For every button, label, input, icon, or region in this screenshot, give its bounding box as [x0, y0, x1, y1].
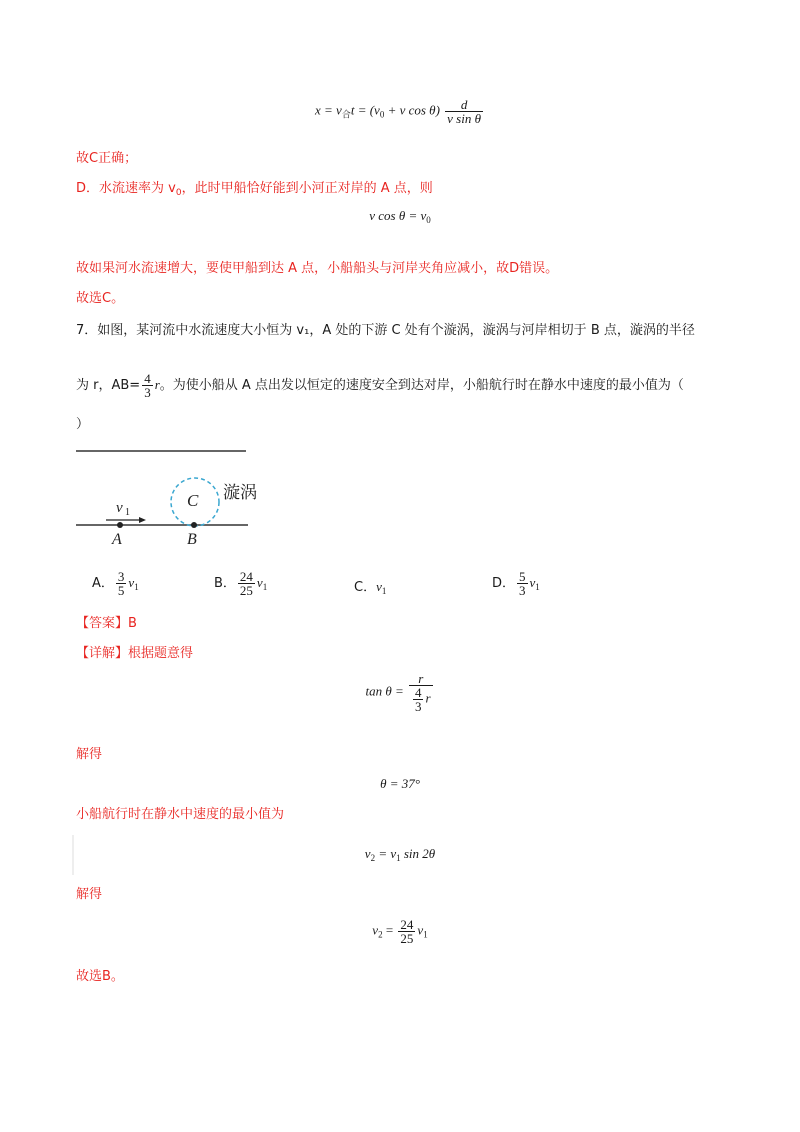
option-d-letter: D．: [492, 576, 516, 591]
formula-x-den: v sin θ: [447, 111, 481, 126]
ab-den: 3: [144, 385, 151, 400]
point-b-dot: [191, 522, 197, 528]
option-a-den: 5: [117, 583, 125, 598]
river-figure: [70, 440, 270, 550]
option-a-var: v: [128, 575, 135, 590]
formula-v2f-lhs: v: [372, 922, 379, 938]
formula-tan-den-num: 4: [414, 685, 422, 700]
ab-var: r: [154, 377, 160, 392]
option-b-den: 25: [239, 583, 253, 598]
formula-x-mid2: + v cos θ): [384, 102, 440, 118]
solve-1: 解得: [76, 747, 103, 762]
label-vortex: 漩涡: [223, 483, 257, 503]
detail-line: [76, 645, 193, 663]
option-d-num: 5: [519, 569, 526, 584]
line-d-prefix: D．水流速率为 v: [76, 181, 176, 196]
line-d: [76, 180, 433, 202]
label-v: v: [116, 500, 123, 516]
formula-tan-den-den: 3: [414, 699, 422, 714]
formula-x-sub: 合: [341, 109, 351, 120]
formula-vcos-text: v cos θ = v: [369, 208, 427, 223]
formula-v2-rhs: sin 2θ: [400, 846, 436, 861]
line-d-sub: 0: [175, 188, 182, 198]
formula-v2f-sub: 2: [378, 929, 383, 940]
formula-v2-sin: [0, 846, 800, 863]
line-d-suffix: ，此时甲船恰好能到小河正对岸的 A 点，则: [181, 181, 433, 196]
line-choose-c: 故选C。: [76, 291, 125, 306]
label-v-sub: 1: [125, 507, 130, 518]
answer-line: [76, 615, 137, 633]
formula-tan-fraction: [409, 672, 433, 713]
formula-v2f-den: 25: [400, 931, 414, 946]
formula-x-fraction: [445, 98, 483, 125]
question-line1: [76, 322, 695, 340]
answer-value: B: [128, 616, 137, 631]
option-d-var: v: [529, 575, 536, 590]
line-c-correct: 故C正确；: [76, 151, 138, 166]
min-speed-line: 小船航行时在静水中速度的最小值为: [76, 807, 285, 822]
formula-tan: [0, 672, 800, 713]
detail-label: 【详解】: [76, 646, 129, 661]
formula-v2-sub1: 1: [396, 853, 401, 863]
formula-x-sub0: 0: [379, 109, 385, 120]
option-c-letter: C．: [354, 580, 377, 595]
formula-x-mid: t = (v: [350, 102, 380, 118]
formula-v2-frac: [0, 918, 800, 945]
final-choice: 故选B。: [76, 969, 124, 984]
formula-x-lhs: x = v: [315, 102, 342, 118]
formula-v2f-num: 24: [400, 917, 414, 932]
option-d-fraction: [517, 570, 528, 597]
detail-intro: 根据题意得: [128, 646, 194, 661]
question-line2: [76, 372, 684, 399]
formula-v2-mid: = v: [375, 846, 397, 861]
label-c: C: [187, 491, 199, 510]
formula-tan-lhs: tan θ =: [365, 683, 404, 699]
option-d-den: 3: [519, 583, 526, 598]
option-c-var: v: [376, 579, 382, 594]
option-a-fraction: [116, 570, 127, 597]
line-d-conclusion: 故如果河水流速增大，要使甲船到达 A 点，小船船头与河岸夹角应减小，故D错误。: [76, 261, 559, 276]
option-c-sub: 1: [381, 586, 387, 596]
formula-theta: [0, 776, 800, 792]
v1-arrowhead: [139, 517, 146, 523]
question-text-2-suffix: 。为使小船从 A 点出发以恒定的速度安全到达对岸，小船航行时在静水中速度的最小值为（: [159, 378, 684, 393]
question-text-1: 如图，某河流中水流速度大小恒为 v₁，A 处的下游 C 处有个漩涡，漩涡与河岸相切于 B 点，漩涡的半径: [97, 323, 695, 338]
option-a[interactable]: [92, 570, 139, 597]
question-number: 7．: [76, 323, 98, 338]
option-a-letter: A．: [92, 576, 114, 591]
formula-tan-den-var: r: [425, 690, 431, 706]
ab-num: 4: [144, 371, 151, 386]
formula-tan-den: [409, 685, 433, 713]
formula-tan-num: r: [418, 671, 424, 686]
ab-fraction: [142, 372, 153, 399]
option-b-letter: B．: [214, 576, 236, 591]
formula-x-num: d: [460, 97, 468, 112]
option-a-sub: 1: [134, 582, 139, 592]
formula-v2f-sub1: 1: [423, 929, 428, 940]
option-c[interactable]: [354, 578, 386, 600]
formula-v2-lhs: v: [364, 846, 371, 861]
option-b[interactable]: [214, 570, 267, 597]
formula-x: [0, 98, 800, 125]
option-b-fraction: [238, 570, 255, 597]
option-d[interactable]: [492, 570, 540, 597]
formula-v2-sub: 2: [370, 853, 376, 863]
label-a: A: [112, 531, 122, 548]
question-line3: ）: [76, 417, 90, 432]
label-b: B: [187, 531, 197, 548]
formula-vcos-sub: 0: [426, 215, 431, 225]
option-b-var: v: [256, 575, 263, 590]
option-d-sub: 1: [535, 582, 540, 592]
formula-v2f-fraction: [398, 918, 415, 945]
solve-2: 解得: [76, 887, 103, 902]
point-a-dot: [117, 522, 123, 528]
formula-theta-text: θ = 37°: [380, 776, 420, 791]
question-text-2-prefix: 为 r，AB=: [76, 378, 141, 393]
option-b-sub: 1: [262, 582, 268, 592]
formula-v2f-var: v: [417, 922, 424, 938]
formula-vcos: [0, 208, 800, 225]
option-a-num: 3: [117, 569, 125, 584]
formula-v2f-eq: =: [382, 922, 394, 938]
answer-label: 【答案】: [76, 616, 129, 631]
formula-tan-inner-fraction: [413, 686, 424, 713]
option-b-num: 24: [239, 569, 253, 584]
